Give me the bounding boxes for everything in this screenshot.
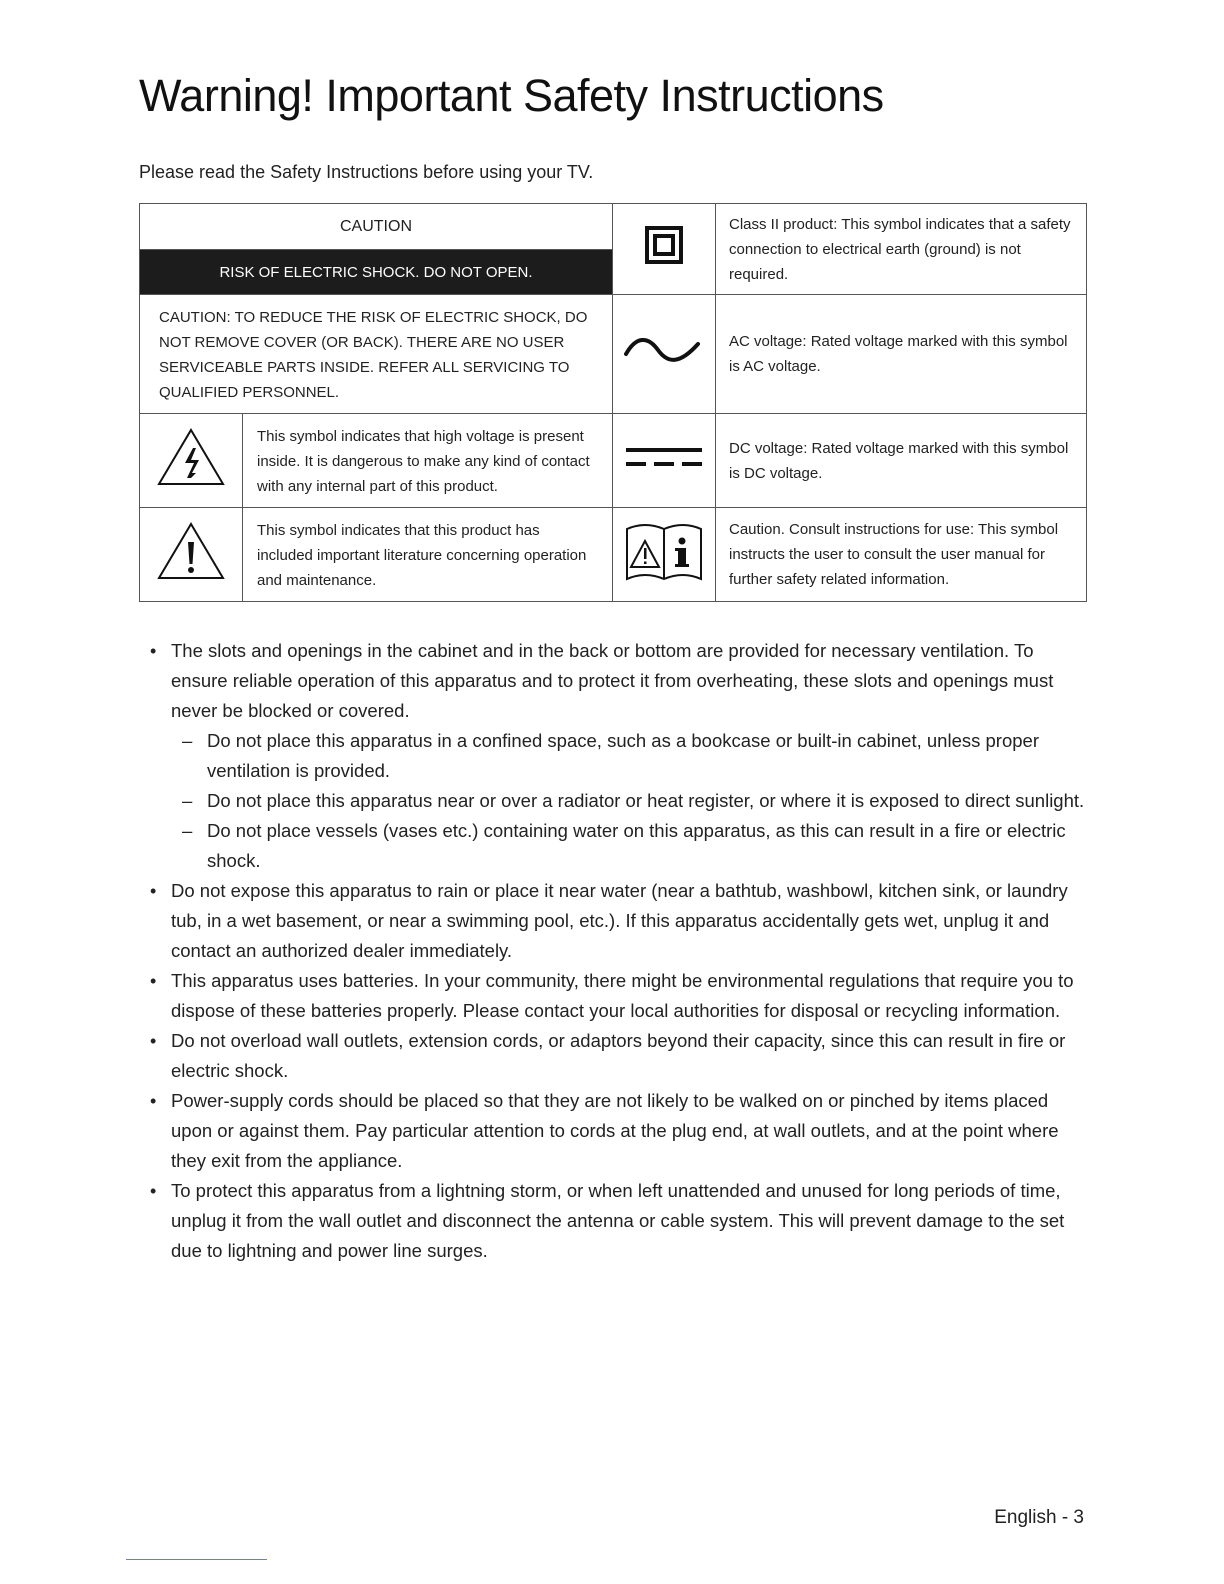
high-voltage-description: This symbol indicates that high voltage is present inside. It is dangerous to make any kind of contact with any internal part of this product.	[243, 414, 613, 508]
list-item	[150, 636, 1090, 876]
intro-text: Please read the Safety Instructions before using your TV.	[139, 162, 594, 182]
caution-header: CAUTION	[140, 204, 613, 250]
list-item: – Do not place vessels (vases etc.) containing water on this apparatus, as this can result in a fire or electric shock.	[171, 816, 1090, 876]
list-item: • Do not overload wall outlets, extension cords, or adaptors beyond their capacity, since this can result in fire or electric shock.	[150, 1026, 1090, 1086]
list-item: • Power-supply cords should be placed so that they are not likely to be walked on or pinched by items placed upon or against them. Pay particular attention to cords at the plug end, at wall outlets, and at the point where they exit from the appliance.	[150, 1086, 1090, 1176]
page-number: English - 3	[994, 1507, 1084, 1528]
literature-description: This symbol indicates that this product has included important literature concerning operation and maintenance.	[243, 508, 613, 602]
caution-instructions: CAUTION: TO REDUCE THE RISK OF ELECTRIC SHOCK, DO NOT REMOVE COVER (OR BACK). THERE ARE NO USER SERVICEABLE PARTS INSIDE. REFER ALL SERVICING TO QUALIFIED PERSONNEL.	[140, 295, 613, 414]
footer-rule	[126, 1559, 267, 1560]
safety-bullet-list	[150, 636, 1090, 1266]
bullet-ventilation: The slots and openings in the cabinet and in the back or bottom are provided for necessary ventilation. To ensure reliable operation of this apparatus and to protect it from overheating, these slots and openings must never be blocked or covered.	[171, 640, 1054, 721]
list-item: – Do not place this apparatus in a confined space, such as a bookcase or built-in cabinet, unless proper ventilation is provided.	[171, 726, 1090, 786]
dc-symbol-cell	[613, 414, 716, 508]
consult-description: Caution. Consult instructions for use: This symbol instructs the user to consult the user manual for further safety related information.	[716, 508, 1087, 602]
safety-symbols-table	[139, 203, 1087, 602]
consult-manual-icon	[623, 519, 705, 583]
ventilation-sub-list	[171, 726, 1090, 876]
risk-banner: RISK OF ELECTRIC SHOCK. DO NOT OPEN.	[140, 250, 613, 295]
list-item: • Do not expose this apparatus to rain or place it near water (near a bathtub, washbowl, kitchen sink, or laundry tub, in a wet basement, or near a swimming pool, etc.). If this apparatus accidentally gets wet, unplug it and contact an authorized dealer immediately.	[150, 876, 1090, 966]
class2-symbol-cell	[613, 204, 716, 295]
ac-wave-icon	[622, 330, 706, 370]
ac-description: AC voltage: Rated voltage marked with this symbol is AC voltage.	[716, 295, 1087, 414]
high-voltage-symbol-cell	[140, 414, 243, 508]
exclamation-warning-icon	[156, 520, 226, 582]
ac-symbol-cell	[613, 295, 716, 414]
class2-description: Class II product: This symbol indicates that a safety connection to electrical earth (ground) is not required.	[716, 204, 1087, 295]
double-square-icon	[644, 215, 684, 275]
list-item: • To protect this apparatus from a lightning storm, or when left unattended and unused for long periods of time, unplug it from the wall outlet and disconnect the antenna or cable system. This will prevent damage to the set due to lightning and power line surges.	[150, 1176, 1090, 1266]
literature-symbol-cell	[140, 508, 243, 602]
lightning-warning-icon	[156, 426, 226, 488]
list-item: • This apparatus uses batteries. In your community, there might be environmental regulations that require you to dispose of these batteries properly. Please contact your local authorities for disposal or recycling information.	[150, 966, 1090, 1026]
list-item: – Do not place this apparatus near or over a radiator or heat register, or where it is exposed to direct sunlight.	[171, 786, 1090, 816]
dc-lines-icon	[624, 440, 704, 474]
page-title: Warning! Important Safety Instructions	[139, 70, 884, 121]
consult-symbol-cell	[613, 508, 716, 602]
dc-description: DC voltage: Rated voltage marked with this symbol is DC voltage.	[716, 414, 1087, 508]
